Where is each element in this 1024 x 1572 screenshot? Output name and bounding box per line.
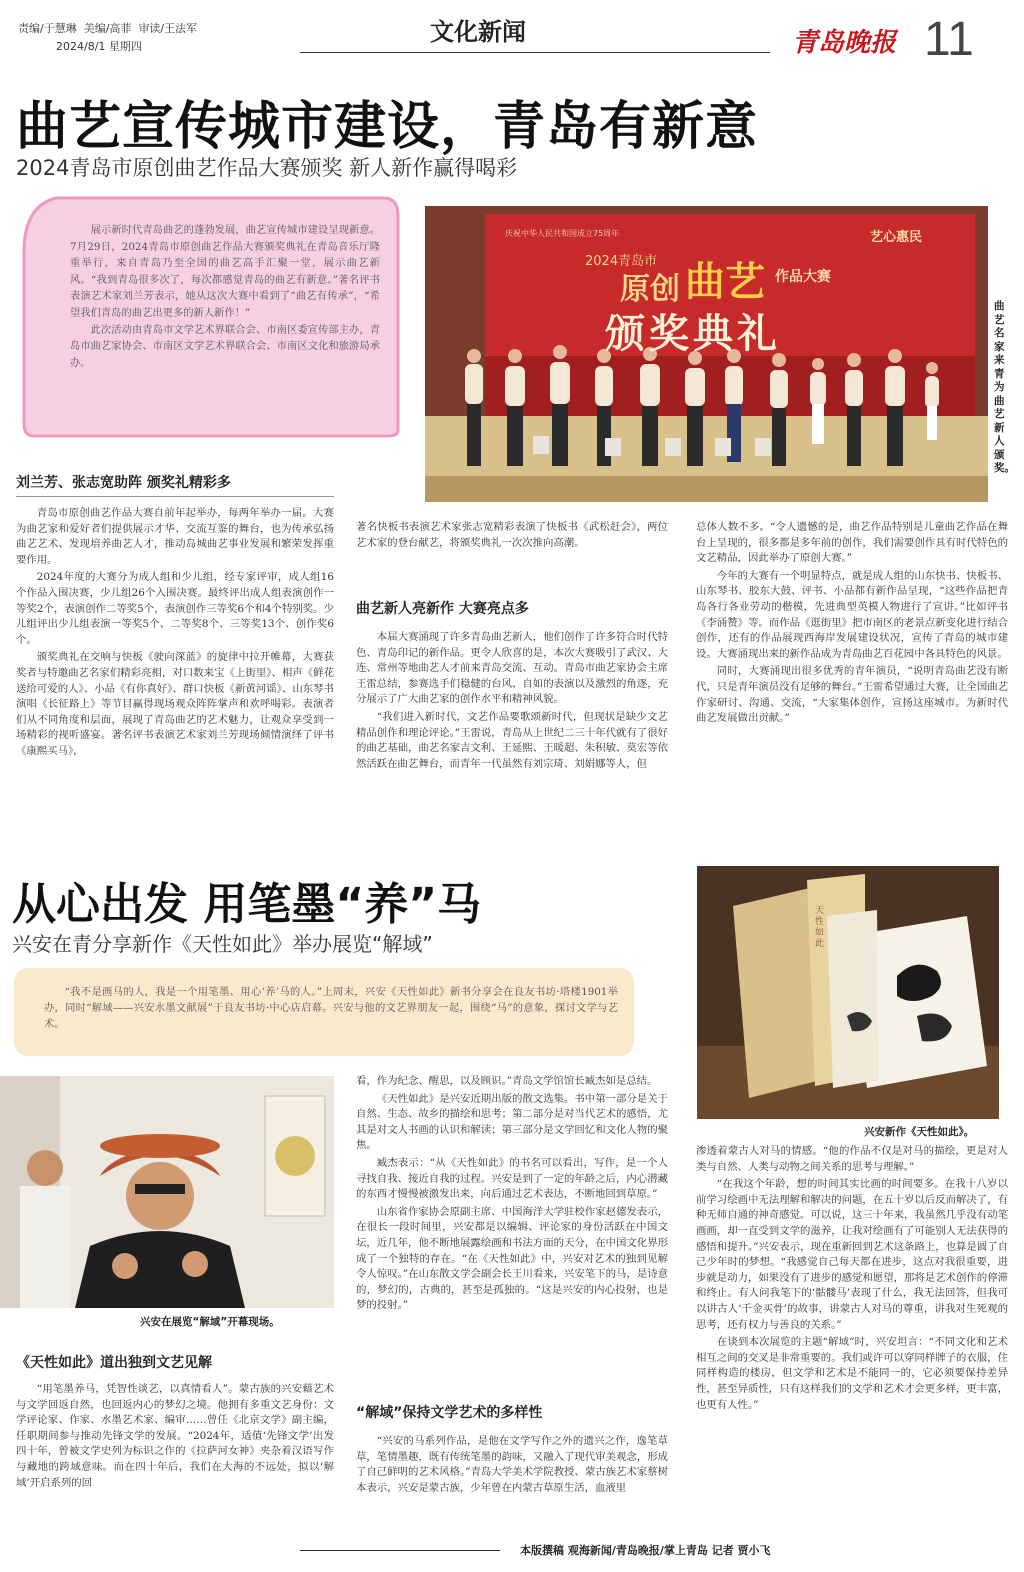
story1-column-2b	[356, 630, 668, 774]
story2-lead-box	[14, 968, 634, 1056]
story2-col3-p2: “在我这个年龄，想的时间其实比画的时间要多。在我十八岁以前学习绘画中无法理解和解决的问题，在五十岁以后反而解决了，有种无师自通的神奇感觉。可以说，这三十年来，我虽然几乎没有动笔画画，却一直受到文学的滋养，让我对绘画有了可能别人无法获得的感悟和提升。”兴安表示，现在重新回到艺术这条路上，也算是圆了自己少年时的梦想。“我感觉自己每天都在进步，这点对我很重要，进步就是动力，如果没有了进步的感觉和愿望，那将是艺术创作的停滞和终止。有人问我笔下的‘骷髅马’表现了什么，我无法回答，但我可以讲古人‘千金买骨’的故事，讲蒙古人对马的尊重，讲我对生死观的思考，还有权力与善良的关系。”	[696, 1178, 1008, 1331]
story1-col1-p3: 颁奖典礼在交响与快板《驶向深蓝》的旋律中拉开帷幕，大赛获奖者与特邀曲艺名家们精彩亮相，对口数来宝《上街里》、相声《鲜花送给可爱的人》、小品《有你真好》、群口快板《新黄河谣》、山东琴书演唱《长征路上》等节目赢得现场观众阵阵掌声和欢呼喝彩。表演者们从不同角度和层面，展现了青岛曲艺的艺术魅力，让观众享受到一场精彩的视听盛宴。著名评书表演艺术家刘兰芳现场倾情演绎了评书《康熙买马》，	[16, 651, 334, 757]
story2-subhead-1: 《天性如此》道出独到文艺见解	[16, 1355, 212, 1371]
stage-title-contest: 作品大赛	[775, 269, 831, 285]
subhead-rule	[16, 496, 334, 497]
book-photo	[697, 866, 999, 1119]
author-photo-caption: 兴安在展览“解域”开幕现场。	[140, 1316, 280, 1328]
story1-col1-p2: 2024年度的大赛分为成人组和少儿组，经专家评审，成人组16个作品入围决赛，少儿组26个入围决赛。最终评出成人组表演创作一等奖2个，表演创作二等奖5个，表演创作三等奖6个和4个特别奖。少儿组评出少儿组表演一等奖5个、二等奖8个、三等奖13个、创作奖6个。	[16, 571, 334, 646]
paper-logo: 青岛晚报	[792, 28, 897, 58]
award-ceremony-photo	[425, 206, 988, 502]
story1-column-1	[16, 506, 334, 762]
stage-year-title: 2024青岛市	[585, 254, 658, 269]
author-photo-art	[0, 1076, 334, 1308]
stage-title-quyi: 曲艺	[685, 259, 765, 305]
stage-brand: 艺心惠民	[870, 230, 923, 245]
story2-column-2b	[356, 1434, 668, 1498]
stage-banner-top: 庆祝中华人民共和国成立75周年	[505, 229, 620, 238]
design-name: 美编/高菲	[83, 22, 132, 35]
story1-subhead-2: 曲艺新人亮新作 大赛亮点多	[356, 601, 529, 617]
story2-col2-p3: 山东省作家协会原副主席、中国海洋大学驻校作家赵德发表示，在很长一段时间里，兴安都是以编辑、评论家的身份活跃在中国文坛，近几年，他不断地展露绘画和书法方面的天分，在中国文化界形成了一个独特的存在。“在《天性如此》中，兴安对艺术的独到见解令人惊叹。”在山东散文学会副会长王川看来，兴安笔下的马，是诗意的，梦幻的，古典的，甚至是孤独的。“这是兴安的内心投射，也是梦的投射。”	[356, 1205, 668, 1312]
story2-col2-p2: 臧杰表示：“从《天性如此》的书名可以看出，写作，是一个人寻找自我、接近自我的过程。兴安是到了一定的年龄之后，内心潜藏的东西才慢慢被激发出来，向后通过艺术表达，不断地回到草原。”	[356, 1156, 668, 1201]
story1-col2-continued: 著名快板书表演艺术家张志宽精彩表演了快板书《武松赶会》，两位艺术家的登台献艺，将颁奖典礼一次次推向高潮。	[356, 521, 668, 549]
story2-subhead-2: “解域”保持文学艺术的多样性	[356, 1405, 543, 1421]
story2-subheadline: 兴安在青分享新作《天性如此》举办展览“解域”	[12, 932, 433, 956]
editor-credits	[18, 22, 278, 36]
author-photo	[0, 1076, 334, 1308]
story1-headline: 曲艺宣传城市建设，青岛有新意	[16, 97, 759, 157]
story2-column-2	[356, 1074, 668, 1316]
story1-subheadline: 2024青岛市原创曲艺作品大赛颁奖 新人新作赢得喝彩	[16, 156, 518, 180]
footer-rule	[300, 1550, 500, 1551]
story1-column-2a	[356, 520, 668, 553]
story1-subhead-1: 刘兰芳、张志宽助阵 颁奖礼精彩多	[16, 475, 231, 491]
story1-col3-p3: 同时，大赛涌现出很多优秀的青年演员，“说明青岛曲艺没有断代，只是青年演员没有足够的舞台。”王雷希望通过大赛，让全国曲艺作家研讨、沟通、交流，“大家集体创作，宣扬这座城市。为新时代曲艺发展做出贡献。”	[696, 665, 1008, 725]
editor-name: 责编/于慧琳	[18, 22, 77, 35]
story2-col3-p3: 在谈到本次展览的主题“解域”时，兴安坦言：“不同文化和艺术相互之间的交叉是非常重要的。我们或许可以穿同样牌子的衣服，住同样构造的楼房，但文学和艺术是不能同一的，它必须要保持差异性，甚至异质性，只有这样我们的文学和艺术才会更多样，更丰富，也更有人性。”	[696, 1336, 1008, 1411]
masthead-rule	[300, 52, 770, 53]
story2-column-1	[16, 1382, 334, 1493]
section-title: 文化新闻	[430, 18, 526, 46]
story1-lead-box	[16, 192, 401, 440]
lead-paragraph-1: 展示新时代青岛曲艺的蓬勃发展，曲艺宣传城市建设呈现新意。7月29日，2024青岛市原创曲艺作品大赛颁奖典礼在青岛音乐厅隆重举行，来自青岛乃至全国的曲艺高手汇聚一堂，展示曲艺新风。“我到青岛很多次了，每次都感觉青岛的曲艺有新意。”著名评书表演艺术家刘兰芳表示，她从这次大赛中看到了“曲艺有传承”，“希望我们青岛的曲艺出更多的新人新作！”	[70, 224, 380, 319]
stage-title-original: 原创	[620, 272, 680, 307]
proof-name: 审读/王法军	[138, 22, 198, 35]
byline: 本版撰稿 观海新闻/青岛晚报/掌上青岛 记者 贾小飞	[520, 1544, 771, 1557]
story2-col2-continued: 看，作为纪念、醒思，以及顾识。”青岛文学馆馆长臧杰如是总结。	[356, 1075, 658, 1087]
story1-column-3	[696, 520, 1008, 729]
book-spine-title: 天性如此	[815, 906, 825, 949]
story2-col2b-p1: “兴安的马系列作品，是他在文学写作之外的遗兴之作，逸笔草草，笔情墨趣，既有传统笔墨的韵味，又融入了现代审美观念，形成了自己鲜明的艺术风格。”青岛大学美术学院教授、蒙古族艺术家蔡树本表示，兴安是蒙古族，少年曾在内蒙古草原生活，血液里	[356, 1435, 668, 1494]
story2-col2-p1: 《天性如此》是兴安近期出版的散文选集。书中第一部分是关于自然、生态、故乡的描绘和思考；第二部分是对当代艺术的感悟，尤其是对文人书画的认识和解读；第三部分是文学回忆和文化人物的聚焦。	[356, 1092, 668, 1152]
story2-col3-p1: 渗透着蒙古人对马的情感。“他的作品不仅是对马的描绘，更是对人类与自然、人类与动物之间关系的思考与理解。”	[696, 1145, 1008, 1173]
story1-col1-p1: 青岛市原创曲艺作品大赛自前年起举办，每两年举办一届。大赛为曲艺家和爱好者们提供展示才华、交流互鉴的舞台，也为传承弘扬曲艺艺术、发现培养曲艺人才，推动岛城曲艺事业发展和繁荣发挥重要作用。	[16, 507, 334, 566]
story2-col1-p1: “用笔墨养马，凭智性谈艺，以真情看人”。蒙古族的兴安藉艺术与文学回返自然，也回返内心的梦幻之境。他拥有多重文艺身份：文学评论家、作家、水墨艺术家、编审……曾任《北京文学》副主编，任职期间参与推动先锋文学的发展。“2024年，适值‘先锋文学’出发四十年，曾被文学史列为标识之作的《拉萨河女神》夹杂着汉语写作与藏地的跨域意味。而在四十年后，我们在大海的不远处，拟以‘解域’开启系列的回	[16, 1383, 334, 1489]
story2-lead: “我不是画马的人，我是一个用笔墨、用心‘养’马的人。”上周末，兴安《天性如此》新书分享会在良友书坊·塔楼1901举办，同时“解域——兴安水墨文献展”于良友书坊·中心店启幕。兴安与他的文艺界朋友一起，围绕“马”的意象，探讨文学与艺术。	[44, 986, 618, 1030]
story2-headline: 从心出发 用笔墨“养”马	[12, 879, 482, 930]
stage-title-ceremony: 颁奖典礼	[605, 311, 781, 357]
story1-col3-p1: 总体人数不多。“令人遗憾的是，曲艺作品特别是儿童曲艺作品在舞台上呈现的，很多都是多年前的创作，我们需要创作具有时代特色的文艺精品，因此举办了原创大赛。”	[696, 521, 1008, 565]
book-photo-art	[697, 866, 999, 1119]
issue-date: 2024/8/1 星期四	[56, 40, 142, 53]
book-photo-caption: 兴安新作《天性如此》。	[864, 1126, 975, 1138]
story2-column-3	[696, 1144, 1008, 1415]
story1-col3-p2: 今年的大赛有一个明显特点，就是成人组的山东快书、快板书、山东琴书、胶东大鼓、评书、小品都有新作品呈现，“这些作品把青岛各行各业劳动的楷模，先进典型英模人物进行了宣讲。”比如评书《李涌赞》等。而作品《逛街里》把市南区的老景点新变化进行结合创作，还有的作品展现西海岸发展建设状况，宣传了青岛的城市建设。大赛涌现出来的新作品成为青岛曲艺百花园中各具特色的风景。	[696, 569, 1008, 660]
story1-col2-p1: 本届大赛涌现了许多青岛曲艺新人，他们创作了许多符合时代特色、青岛印记的新作品。更令人欣喜的是，本次大赛吸引了武汉、大连、常州等地曲艺人才前来青岛交流、互动。青岛市曲艺家协会主席王雷总结，参赛选手们稳健的台风、自如的表演以及激烈的角逐，充分展示了广大曲艺家的创作水平和精神风貌。	[356, 631, 668, 706]
lead-paragraph-2: 此次活动由青岛市文学艺术界联合会、市南区委宣传部主办，青岛市曲艺家协会、市南区文学艺术界联合会、市南区文化和旅游局承办。	[70, 323, 380, 369]
ceremony-photo-caption: 曲艺名家来青为曲艺新人颁奖。	[994, 300, 1015, 474]
story1-col2-p2: “我们进入新时代，文艺作品要歌颂新时代，但现状是缺少文艺精品创作和理论评论。”王雷说，青岛从上世纪二三十年代就有了很好的曲艺基础，曲艺名家吉文利、王延熙、王暖超、朱积敏、莫宏等依然活跃在曲艺舞台，而青年一代虽然有刘宗琦、刘娟娜等人，但	[356, 710, 668, 770]
page-number: 11	[924, 13, 974, 66]
